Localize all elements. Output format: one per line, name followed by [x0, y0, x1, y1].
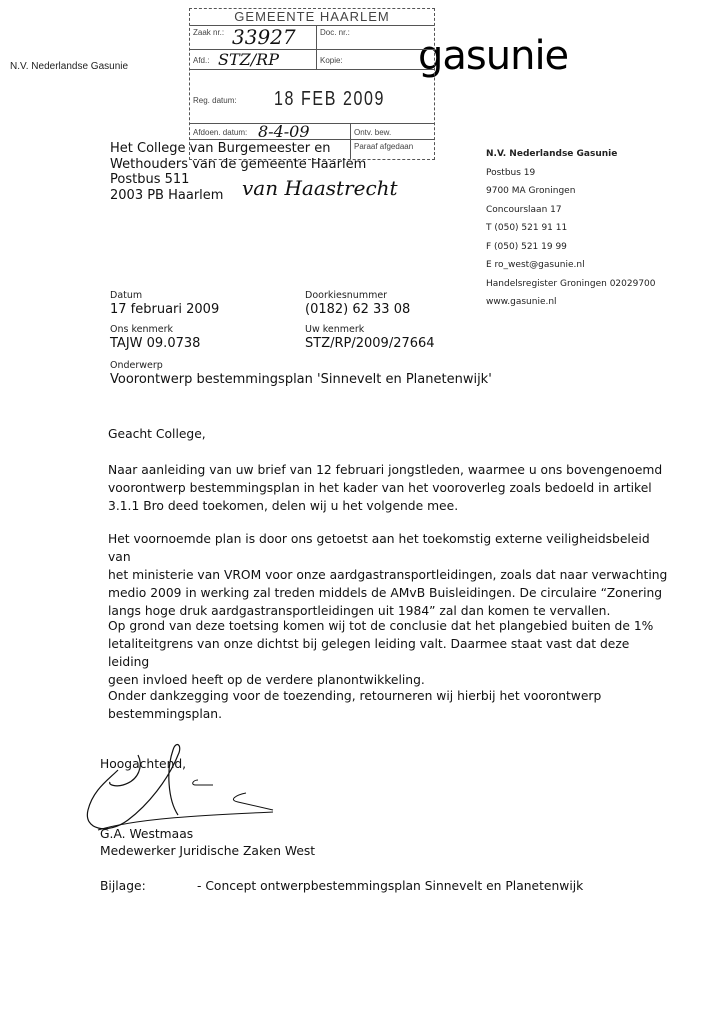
paragraph-line: letaliteitgrens van onze dichtst bij gelegen leiding valt. Daarmee staat vast dat deze leiding: [108, 637, 630, 669]
sender-email: E ro_west@gasunie.nl: [486, 260, 585, 270]
stamp-afd-label: Afd.:: [193, 56, 210, 65]
uw-kenmerk-value: STZ/RP/2009/27664: [305, 336, 435, 351]
handwritten-note: van Haastrecht: [242, 176, 398, 200]
onderwerp-value: Voorontwerp bestemmingsplan 'Sinnevelt en Planetenwijk': [110, 372, 492, 387]
sender-company-name: N.V. Nederlandse Gasunie: [486, 149, 618, 159]
paragraph-line: Onder dankzegging voor de toezending, retourneren wij hierbij het voorontwerp: [108, 689, 602, 703]
signer-title: Medewerker Juridische Zaken West: [100, 844, 316, 858]
stamp-zaak-label: Zaak nr.:: [193, 28, 225, 37]
ons-kenmerk-label: Ons kenmerk: [110, 324, 174, 335]
paragraph-3: [108, 617, 668, 689]
uw-kenmerk-label: Uw kenmerk: [305, 324, 365, 335]
datum-label: Datum: [110, 290, 143, 301]
doorkies-label: Doorkiesnummer: [305, 290, 388, 301]
signer-name: G.A. Westmaas: [100, 827, 194, 841]
sender-website: www.gasunie.nl: [486, 297, 557, 307]
stamp-afdoen-label: Afdoen. datum:: [193, 128, 248, 137]
datum-value: 17 februari 2009: [110, 302, 220, 317]
paragraph-line: het ministerie van VROM voor onze aardgastransportleidingen, zoals dat naar verwachting: [108, 568, 668, 582]
closing: Hoogachtend,: [100, 757, 187, 771]
sender-address-line: Postbus 19: [486, 167, 536, 178]
stamp-afd-value: STZ/RP: [218, 50, 279, 69]
registration-stamp: [189, 8, 435, 160]
stamp-reg-label: Reg. datum:: [193, 96, 237, 105]
sender-contact-block: [486, 145, 656, 312]
paragraph-2: [108, 530, 668, 620]
sender-phone: T (050) 521 91 11: [486, 223, 568, 233]
stamp-afdoen-value: 8-4-09: [258, 122, 310, 141]
sender-address-line: Concourslaan 17: [486, 204, 562, 215]
paragraph-line: voorontwerp bestemmingsplan in het kader van het vooroverleg zoals bedoeld in artikel: [108, 481, 652, 495]
stamp-title: GEMEENTE HAARLEM: [190, 9, 434, 26]
gasunie-logo: gasunie: [418, 33, 569, 79]
sender-name-small: N.V. Nederlandse Gasunie: [10, 61, 129, 72]
stamp-kopie-label: Kopie:: [320, 56, 343, 65]
stamp-paraaf-label: Paraaf afgedaan: [354, 142, 414, 151]
paragraph-line: medio 2009 in werking zal treden middels de AMvB Buisleidingen. De circulaire “Zonering: [108, 586, 663, 600]
paragraph-line: langs hoge druk aardgastransportleidingen uit 1984” zal dan komen te vervallen.: [108, 604, 611, 618]
ons-kenmerk-value: TAJW 09.0738: [110, 336, 201, 351]
paragraph-line: Naar aanleiding van uw brief van 12 februari jongstleden, waarmee u ons bovengenoemd: [108, 463, 663, 477]
addressee-line: 2003 PB Haarlem: [110, 187, 224, 203]
stamp-zaak-value: 33927: [232, 25, 296, 49]
stamp-doc-label: Doc. nr.:: [320, 28, 350, 37]
addressee-line: Postbus 511: [110, 172, 190, 187]
paragraph-line: geen invloed heeft op de verdere planontwikkeling.: [108, 673, 425, 687]
paragraph-line: Op grond van deze toetsing komen wij tot de conclusie dat het plangebied buiten de 1%: [108, 619, 654, 633]
addressee-line: Het College van Burgemeester en: [110, 141, 331, 156]
addressee-line: Wethouders van de gemeente Haarlem: [110, 156, 367, 172]
doorkies-value: (0182) 62 33 08: [305, 302, 411, 317]
salutation: Geacht College,: [108, 427, 206, 441]
paragraph-line: Het voornoemde plan is door ons getoetst aan het toekomstig externe veiligheidsbeleid van: [108, 532, 650, 564]
paragraph-line: bestemmingsplan.: [108, 707, 223, 721]
paragraph-line: 3.1.1 Bro deed toekomen, delen wij u het volgende mee.: [108, 499, 459, 513]
onderwerp-label: Onderwerp: [110, 360, 163, 371]
bijlage-label: Bijlage:: [100, 879, 146, 893]
paragraph-1: [108, 461, 668, 515]
sender-fax: F (050) 521 19 99: [486, 241, 567, 252]
sender-address-line: 9700 MA Groningen: [486, 186, 576, 196]
stamp-reg-date: 18 FEB 2009: [274, 88, 385, 110]
paragraph-4: [108, 687, 668, 723]
stamp-ontv-label: Ontv. bew.: [354, 128, 392, 137]
bijlage-value: - Concept ontwerpbestemmingsplan Sinnevelt en Planetenwijk: [197, 879, 584, 893]
sender-registry: Handelsregister Groningen 02029700: [486, 278, 656, 289]
